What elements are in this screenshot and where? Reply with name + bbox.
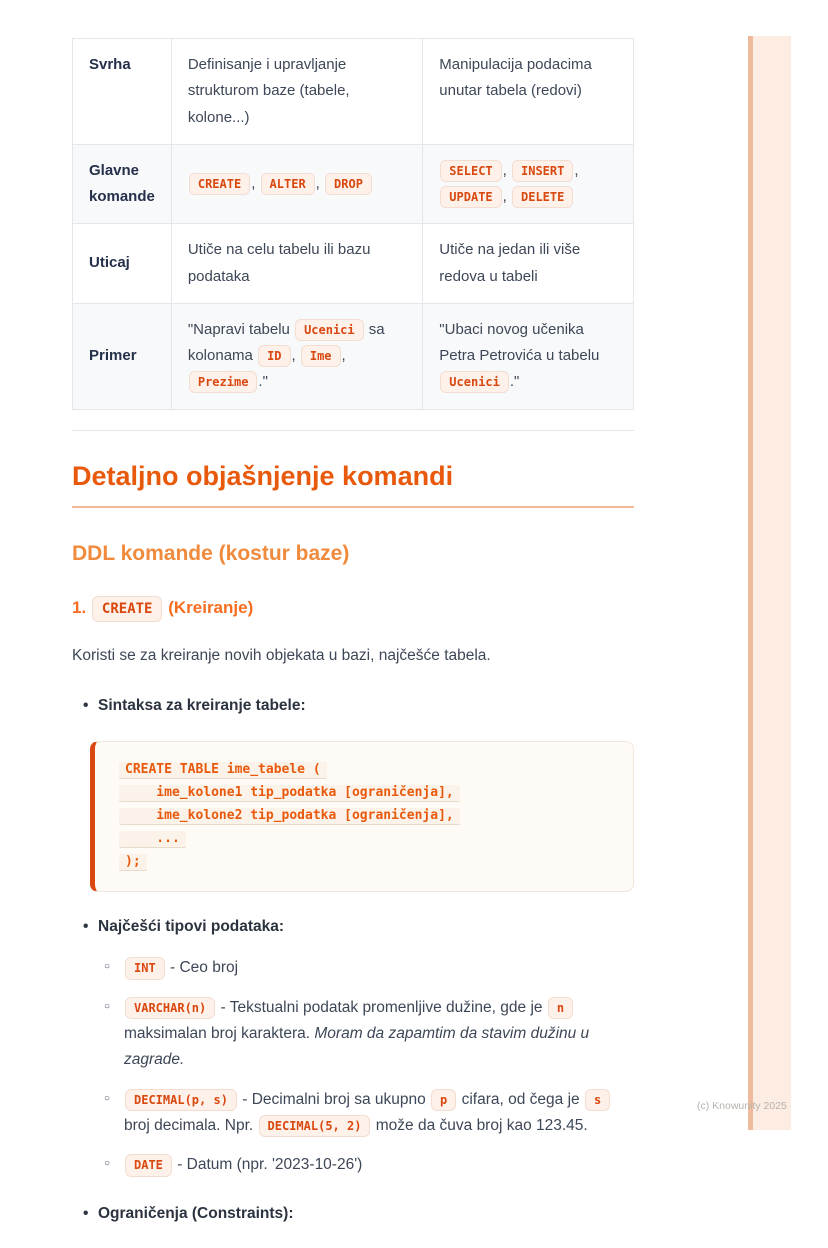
create-command-heading: 1. CREATE (Kreiranje) — [72, 594, 634, 625]
inline-code-badge: Ucenici — [440, 371, 509, 393]
ddl-section-heading: DDL komande (kostur baze) — [72, 541, 350, 565]
inline-code-badge: p — [431, 1089, 456, 1111]
code-line: ime_kolone1 tip_podatka [ograničenja], — [119, 781, 609, 804]
inline-code-badge: VARCHAR(n) — [125, 997, 215, 1019]
inline-code-badge: ALTER — [261, 173, 315, 195]
section-divider — [72, 430, 634, 431]
document-content — [72, 38, 634, 1248]
inline-code-badge: DECIMAL(p, s) — [125, 1089, 237, 1111]
constraints-bullet-label: Ograničenja (Constraints): — [98, 1204, 294, 1222]
inline-code-badge: INT — [125, 957, 165, 979]
page-accent-stripe — [748, 36, 791, 1130]
table-row — [73, 303, 634, 409]
inline-code-badge: DECIMAL(5, 2) — [259, 1115, 371, 1137]
list-item-syntax — [98, 693, 634, 892]
create-intro-paragraph: Koristi se za kreiranje novih objekata u bazi, najčešće tabela. — [72, 647, 491, 665]
create-details-list — [72, 693, 634, 1226]
inline-code-badge: CREATE — [189, 173, 250, 195]
list-item-decimal: ○ DECIMAL(p, s) - Decimalni broj sa ukupno p cifara, od čega je s broj decimala. Npr. DECIMAL(5, 2) može da čuva broj kao 123.45. — [124, 1087, 634, 1140]
code-line: ); — [119, 850, 609, 873]
cell-komande-dml: SELECT , INSERT , UPDATE , DELETE — [423, 144, 634, 224]
inline-code-badge: s — [585, 1089, 610, 1111]
inline-code-badge: n — [548, 997, 573, 1019]
list-item-constraints — [98, 1201, 634, 1227]
copyright-notice: (c) Knowunity 2025 — [697, 1100, 787, 1112]
table-row — [73, 224, 634, 304]
cell-svrha-dml: Manipulacija podacima unutar tabela (redovi) — [423, 39, 634, 145]
code-line: ime_kolone2 tip_podatka [ograničenja], — [119, 804, 609, 827]
data-types-sublist — [98, 955, 634, 1178]
inline-code-badge: DATE — [125, 1154, 172, 1176]
row-label-primer: Primer — [73, 303, 172, 409]
code-line: ... — [119, 827, 609, 850]
cell-primer-ddl: "Napravi tabelu Ucenici sa kolonama ID , Ime , Prezime ." — [171, 303, 422, 409]
inline-code-badge: UPDATE — [440, 186, 501, 208]
cell-svrha-ddl: Definisanje i upravljanje strukturom baze (tabele, kolone...) — [171, 39, 422, 145]
list-item-date: ○ DATE - Datum (npr. '2023-10-26') — [124, 1152, 634, 1178]
cell-uticaj-dml: Utiče na jedan ili više redova u tabeli — [423, 224, 634, 304]
row-label-uticaj: Uticaj — [73, 224, 172, 304]
syntax-bullet-label: Sintaksa za kreiranje tabele: — [98, 697, 306, 715]
row-label-svrha: Svrha — [73, 39, 172, 145]
cell-komande-ddl: CREATE , ALTER , DROP — [171, 144, 422, 224]
inline-code-badge: INSERT — [512, 160, 573, 182]
inline-code-badge: ID — [258, 345, 290, 367]
italic-note: Moram da zapamtim da stavim dužinu u zagrade. — [124, 1025, 590, 1069]
table-row — [73, 39, 634, 145]
list-item-int: ○ INT - Ceo broj — [124, 955, 634, 981]
row-label-glavne-komande: Glavne komande — [73, 144, 172, 224]
list-item-varchar: ○ VARCHAR(n) - Tekstualni podatak promenljive dužine, gde je n maksimalan broj karaktera. Moram da zapamtim da stavim dužinu u zagrade. — [124, 995, 634, 1074]
inline-code-badge: DELETE — [512, 186, 573, 208]
page-title: Detaljno objašnjenje komandi — [72, 461, 634, 508]
create-table-code-block — [90, 741, 634, 892]
inline-code-badge: Ime — [301, 345, 341, 367]
code-line: CREATE TABLE ime_tabele ( — [119, 758, 609, 781]
table-row — [73, 144, 634, 224]
inline-code-badge: DROP — [325, 173, 372, 195]
code-lines — [119, 758, 609, 873]
inline-code-badge: CREATE — [92, 596, 163, 623]
data-types-bullet-label: Najčešći tipovi podataka: — [98, 917, 285, 935]
inline-code-badge: Ucenici — [295, 319, 364, 341]
inline-code-badge: Prezime — [189, 371, 258, 393]
cell-primer-dml: "Ubaci novog učenika Petra Petrovića u tabelu Ucenici ." — [423, 303, 634, 409]
cell-uticaj-ddl: Utiče na celu tabelu ili bazu podataka — [171, 224, 422, 304]
list-item-data-types — [98, 914, 634, 1179]
ddl-dml-comparison-table — [72, 38, 634, 410]
inline-code-badge: SELECT — [440, 160, 501, 182]
